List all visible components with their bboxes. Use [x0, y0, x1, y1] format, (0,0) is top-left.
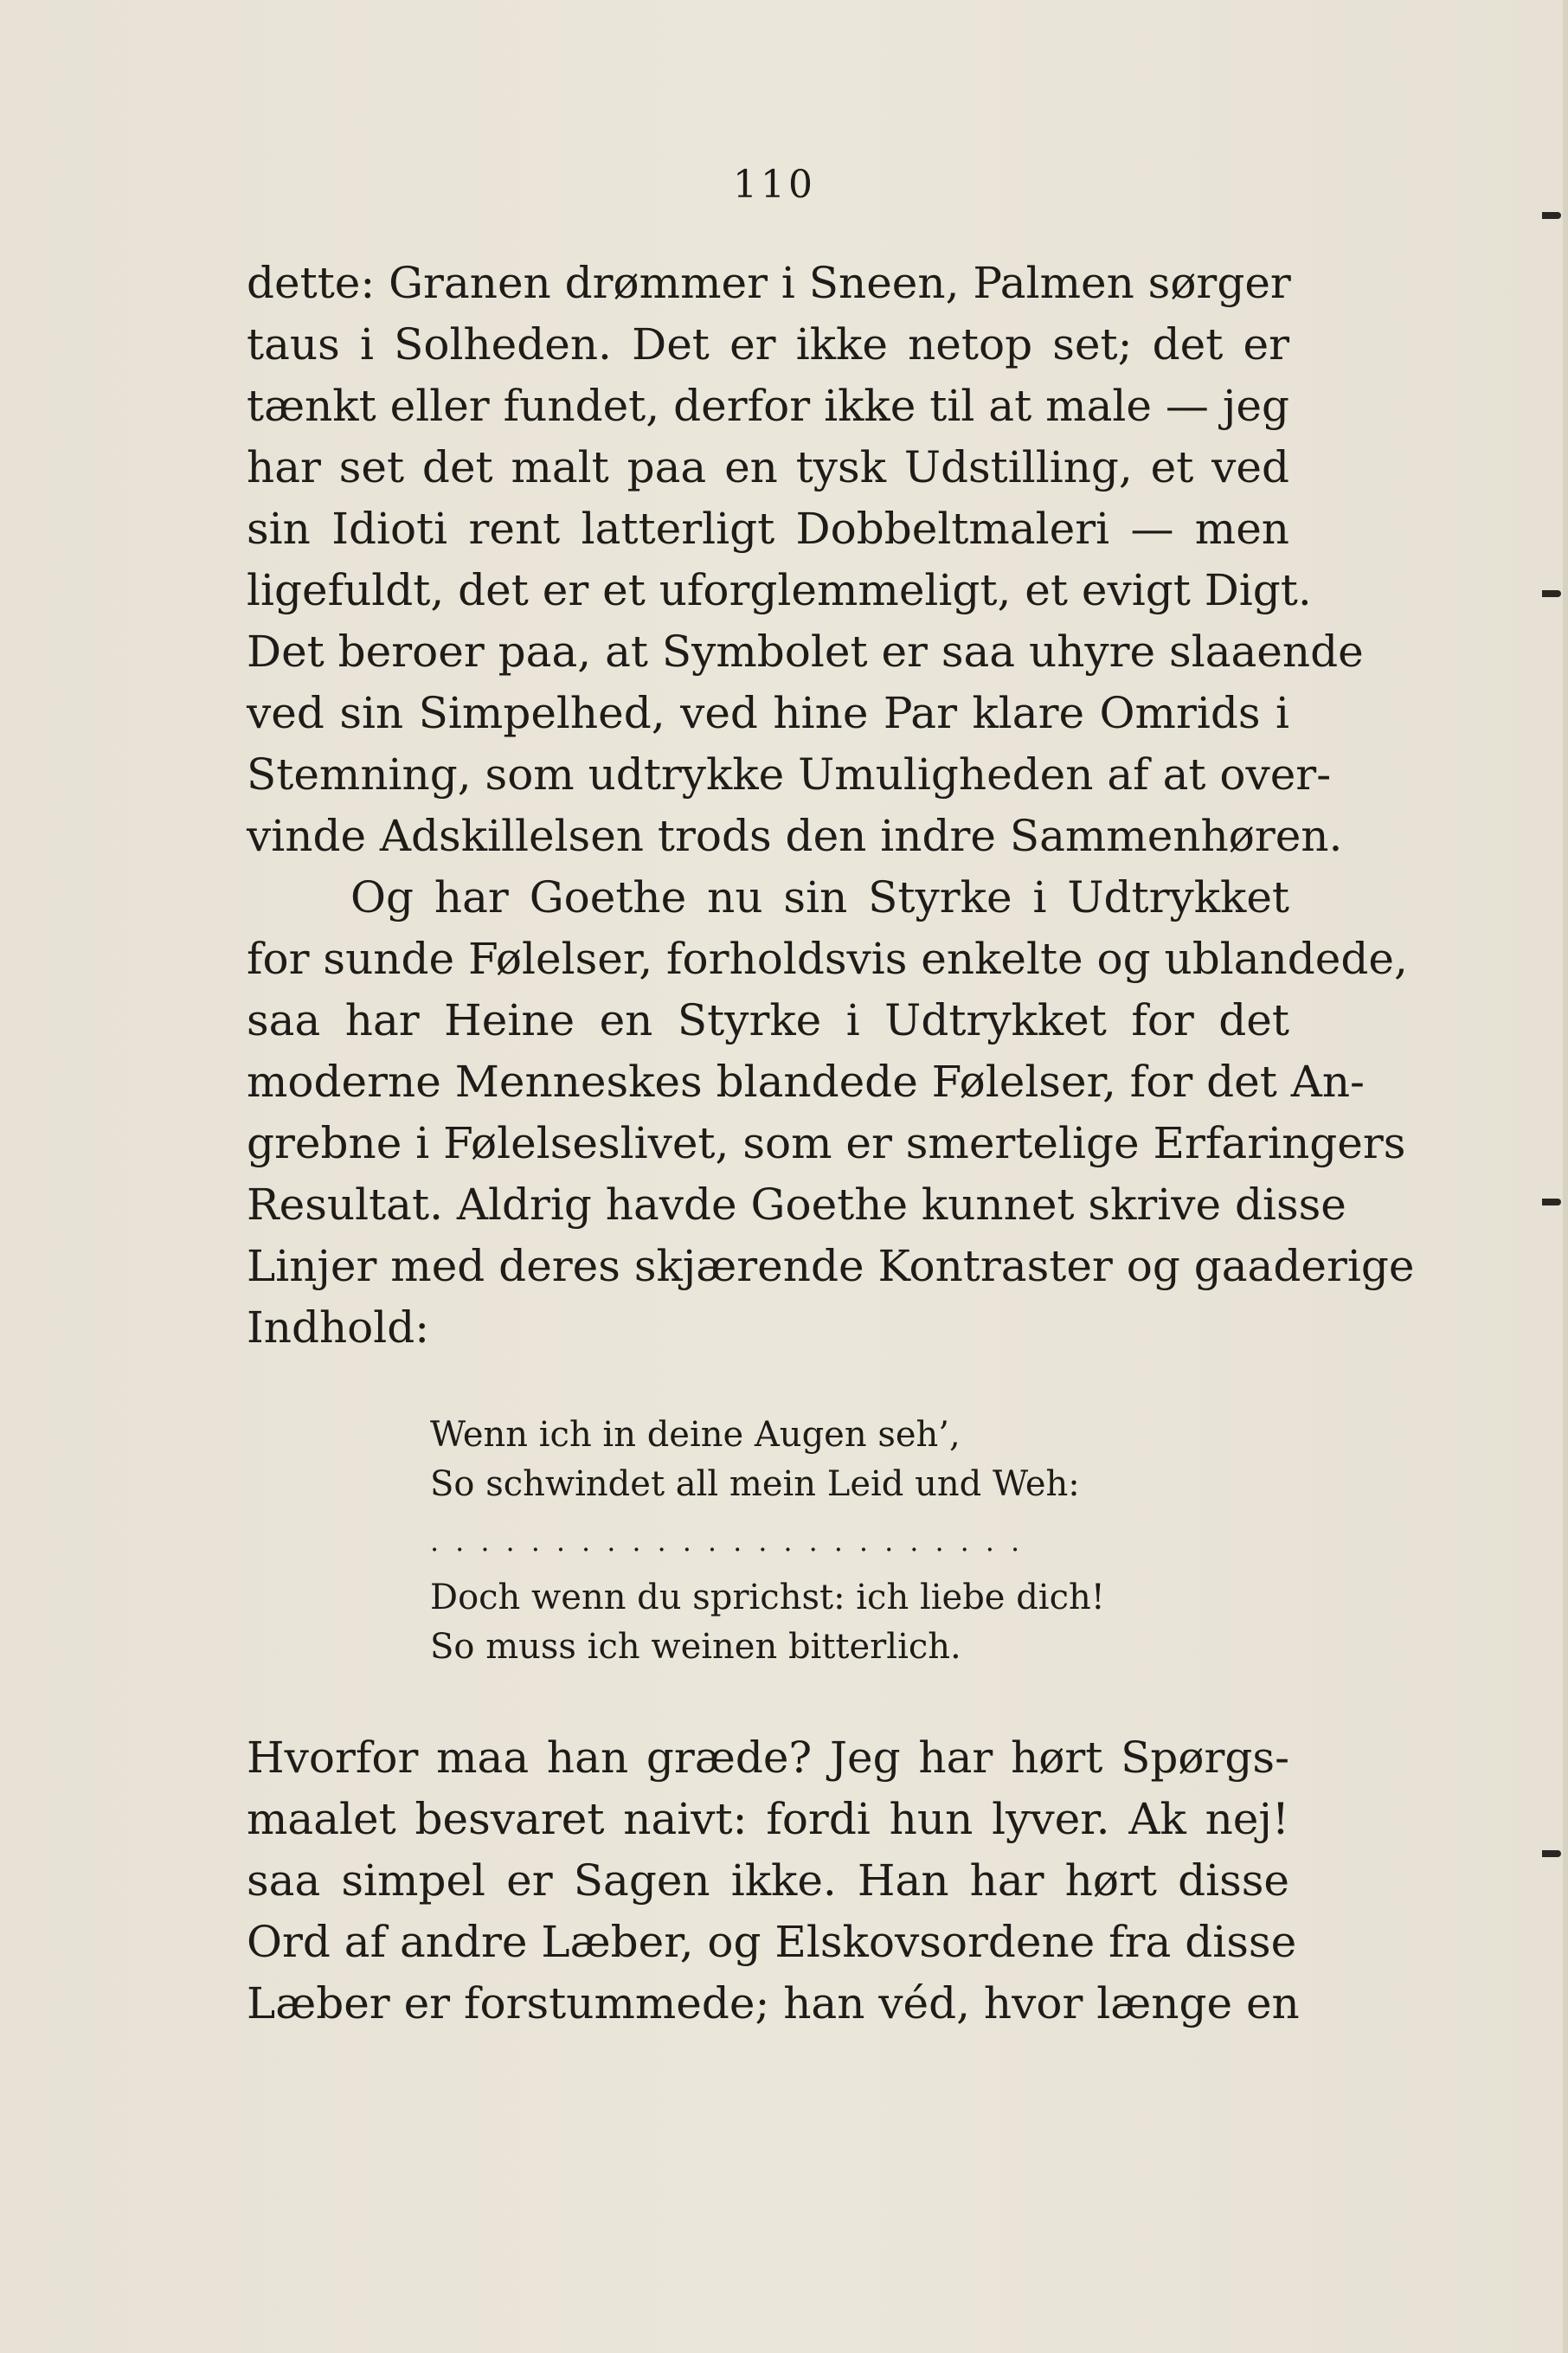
text-line: Læber er forstummede; han véd, hvor længe en — [247, 1978, 1300, 2028]
poem-line: So schwindet all mein Leid und Weh: — [430, 1464, 1080, 1504]
text-line: tænkt eller fundet, derfor ikke til at male — jeg — [247, 381, 1289, 431]
text-line: dette: Granen drømmer i Sneen, Palmen sørger — [247, 258, 1291, 308]
text-line: maalet besvaret naivt: fordi hun lyver. Ak nej! — [247, 1794, 1289, 1844]
page-edge — [1563, 0, 1568, 2353]
text-line: for sunde Følelser, forholdsvis enkelte og ublandede, — [247, 934, 1408, 984]
page-tab-mark — [1542, 212, 1561, 219]
text-line: ligefuldt, det er et uforglemmeligt, et evigt Digt. — [247, 565, 1312, 615]
poem-ellipsis: ........................ — [430, 1525, 1037, 1558]
page-tab-mark — [1542, 1199, 1561, 1205]
text-line: Hvorfor maa han græde? Jeg har hørt Spørgs- — [247, 1733, 1289, 1783]
poem-line: Doch wenn du sprichst: ich liebe dich! — [430, 1578, 1105, 1617]
text-line: Indhold: — [247, 1302, 430, 1353]
body-text-upper — [247, 253, 1415, 1359]
poem-line: Wenn ich in deine Augen seh’, — [430, 1415, 961, 1455]
page-tab-mark — [1542, 590, 1561, 597]
text-line: Stemning, som udtrykke Umuligheden af at over- — [247, 749, 1332, 800]
text-line: saa simpel er Sagen ikke. Han har hørt disse — [247, 1855, 1289, 1906]
text-line: moderne Menneskes blandede Følelser, for det An- — [247, 1057, 1365, 1107]
text-line: taus i Solheden. Det er ikke netop set; det er — [247, 319, 1289, 370]
text-line: sin Idioti rent latterligt Dobbeltmaleri — men — [247, 504, 1289, 554]
text-line: grebne i Følelseslivet, som er smertelige Erfaringers — [247, 1118, 1406, 1168]
text-line: Og har Goethe nu sin Styrke i Udtrykket — [350, 872, 1289, 923]
text-line: saa har Heine en Styrke i Udtrykket for det — [247, 995, 1289, 1045]
body-text-lower — [247, 1727, 1300, 2035]
page-tab-mark — [1542, 1850, 1561, 1857]
poem-line: So muss ich weinen bitterlich. — [430, 1627, 961, 1667]
poem-quote — [430, 1411, 1114, 1672]
text-line: Linjer med deres skjærende Kontraster og gaaderige — [247, 1241, 1415, 1291]
page-number: 110 — [733, 163, 816, 207]
text-line: har set det malt paa en tysk Udstilling, et ved — [247, 442, 1289, 492]
text-line: Resultat. Aldrig havde Goethe kunnet skrive disse — [247, 1180, 1346, 1230]
text-line: vinde Adskillelsen trods den indre Sammenhøren. — [247, 811, 1343, 861]
text-line: ved sin Simpelhed, ved hine Par klare Omrids i — [247, 688, 1289, 738]
text-line: Ord af andre Læber, og Elskovsordene fra disse — [247, 1917, 1297, 1967]
text-line: Det beroer paa, at Symbolet er saa uhyre slaaende — [247, 627, 1364, 677]
